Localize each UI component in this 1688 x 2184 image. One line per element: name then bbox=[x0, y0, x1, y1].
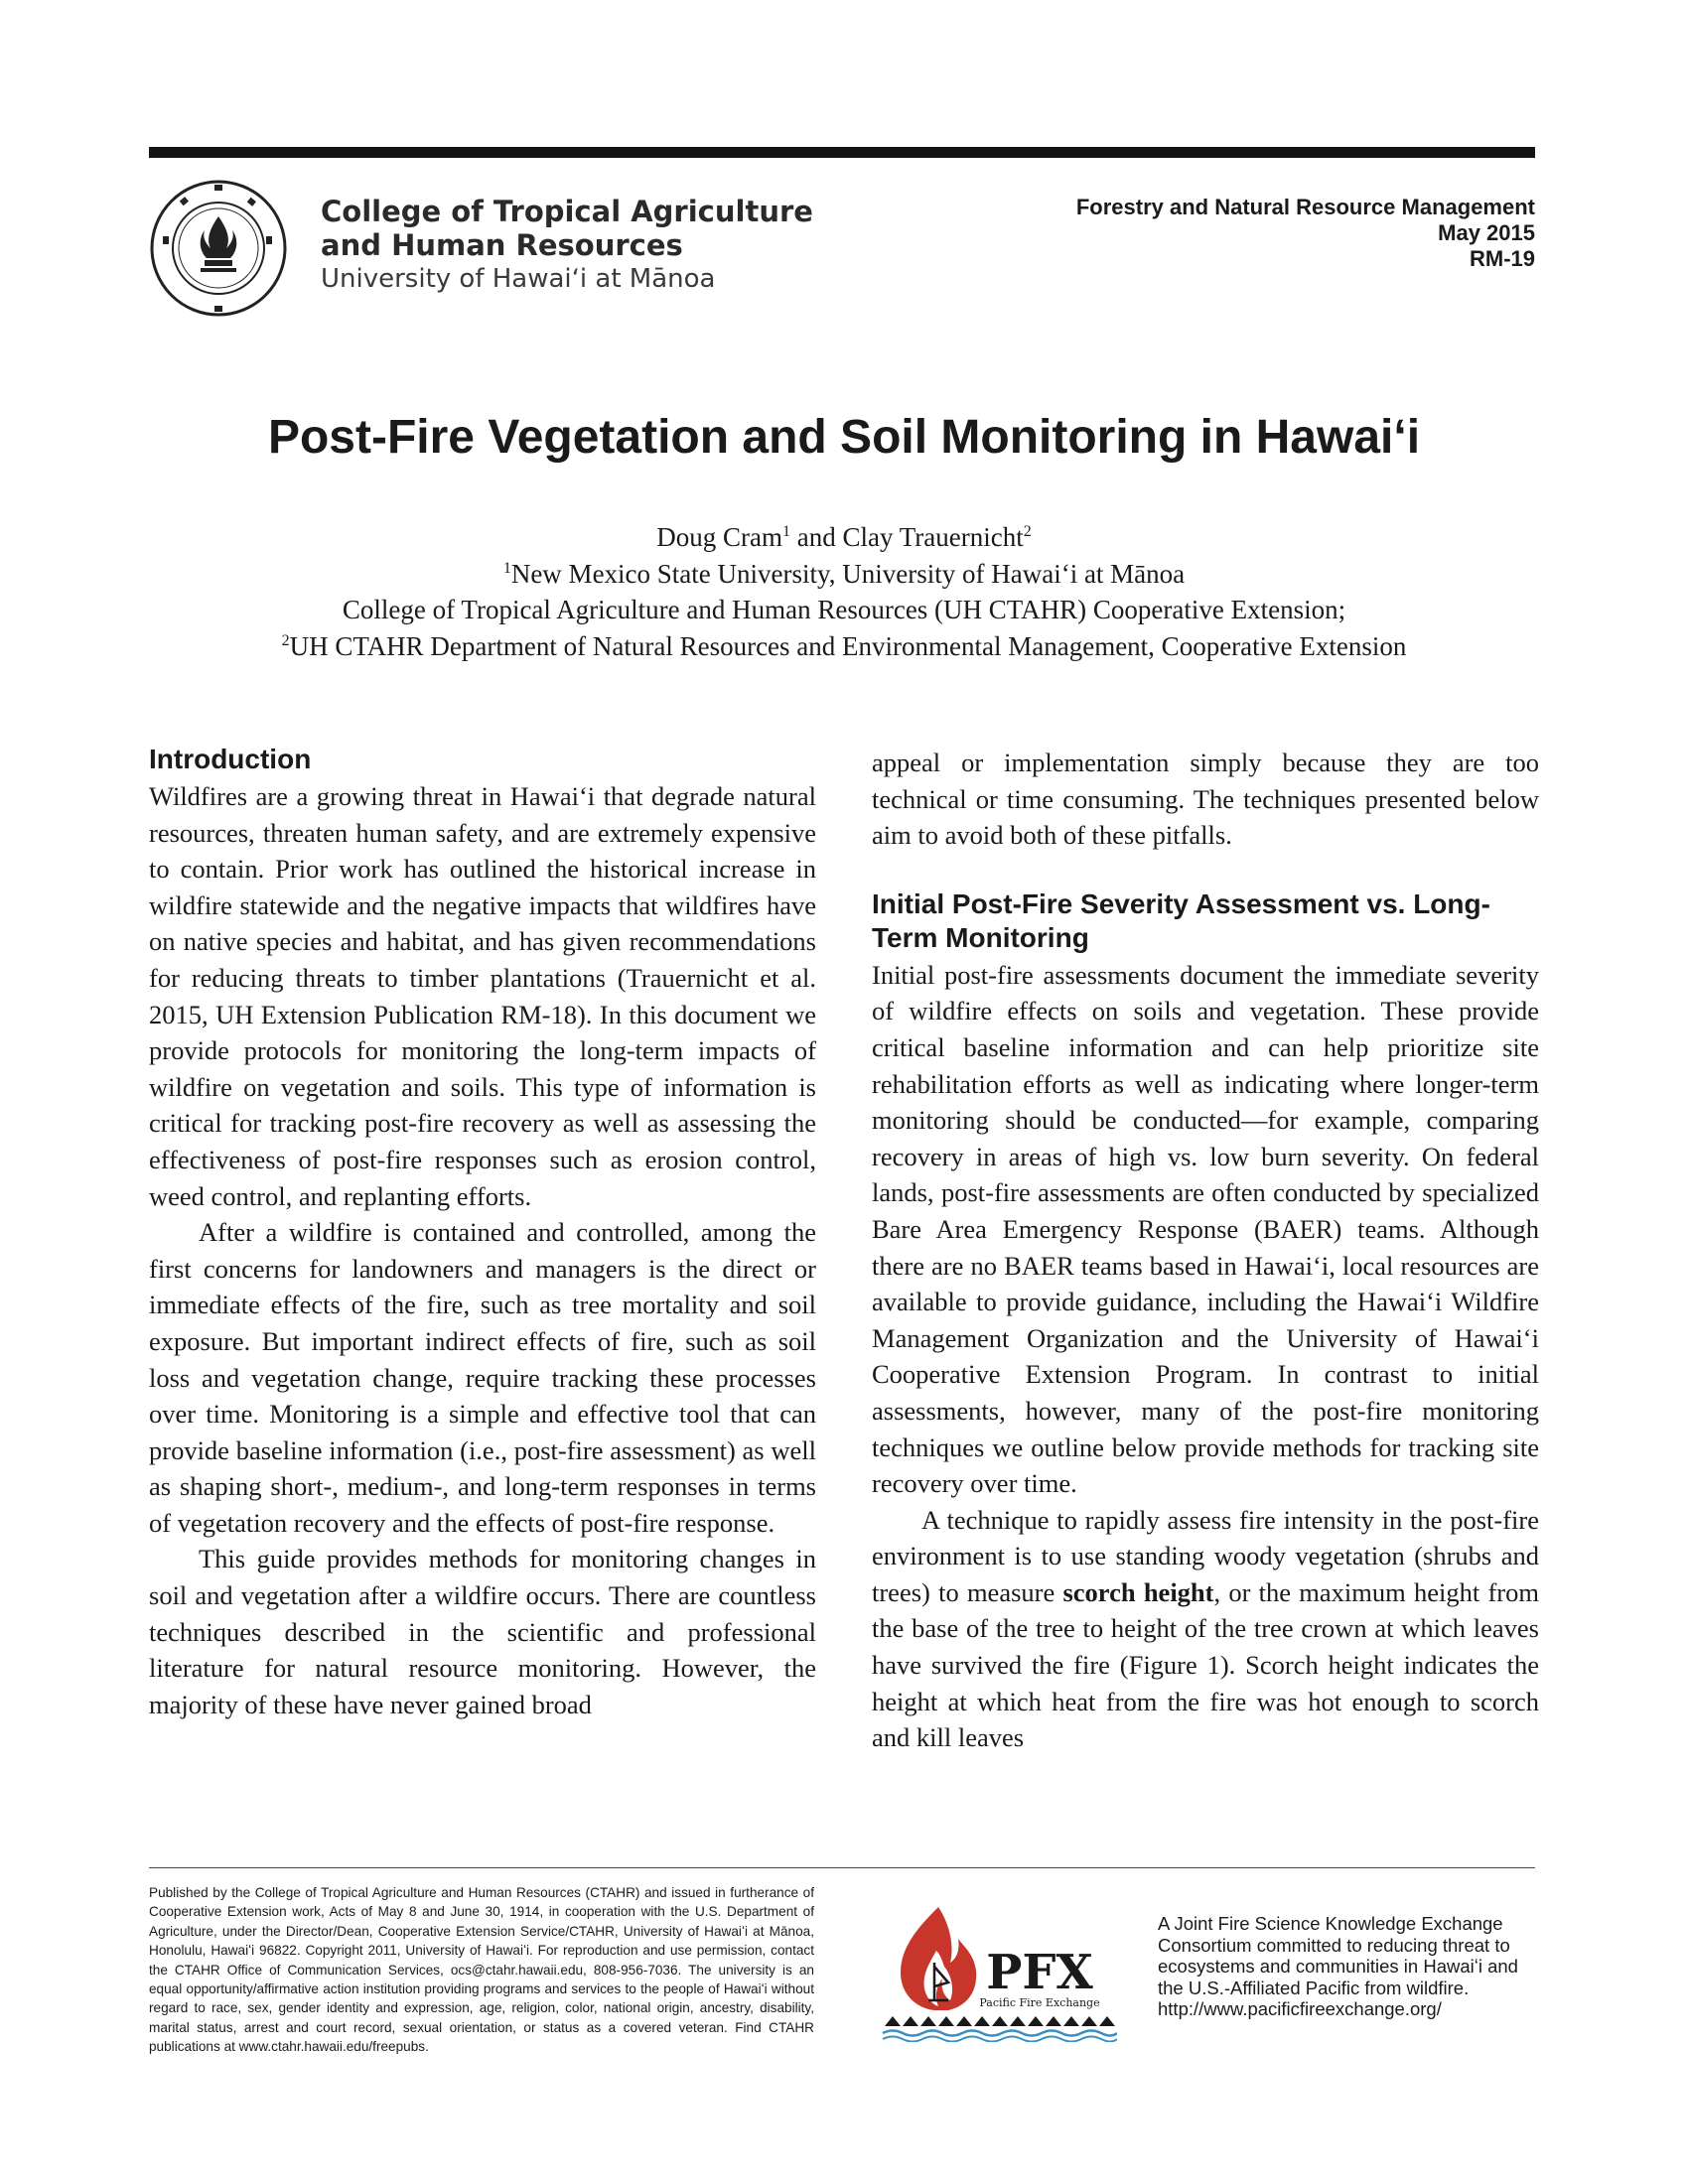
intro-paragraph-3: This guide provides methods for monitoring changes in soil and vegetation after a wildfire occurs. There are countless techniques described in the scientific and professional literature for natural resource monitoring. However, the majority of these have never gained broad bbox=[149, 1544, 816, 1719]
pfx-mark-text: PFX bbox=[986, 1945, 1093, 2000]
publication-series-block bbox=[1076, 195, 1535, 272]
scorch-text-before: A technique to rapidly assess fire intensity in the post-fire environment is to use standing woody vegetation (shrubs and trees) to measure bbox=[872, 1504, 1539, 1607]
pfx-logo bbox=[879, 1903, 1117, 2042]
pfx-description bbox=[1158, 1913, 1535, 2020]
continued-paragraph: appeal or implementation simply because they are too technical or time consuming. The techniques presented below aim to avoid both of these pitfalls. bbox=[872, 748, 1539, 851]
author-2: Clay Trauernicht bbox=[842, 522, 1024, 552]
intro-paragraph-2: After a wildfire is contained and controlled, among the first concerns for landowners and managers is the direct or immediate effects of the fire, such as tree mortality and soil exposure. But important indirect effects of fire, such as soil loss and vegetation change, require tracking these processes over time. Monitoring is a simple and effective tool that can provide baseline information (i.e., post-fire assessment) as well as shaping short-, medium-, and long-term responses in terms of vegetation recovery and the effects of post-fire response. bbox=[149, 1217, 816, 1538]
author-1: Doug Cram bbox=[656, 522, 782, 552]
author-block bbox=[0, 519, 1688, 664]
author-and: and bbox=[790, 522, 843, 552]
pfx-subtitle-text: Pacific Fire Exchange bbox=[979, 1996, 1100, 2009]
affiliation-1-text: New Mexico State University, University of Hawaiʻi at Mānoa bbox=[510, 558, 1186, 589]
author-1-sup: 1 bbox=[782, 523, 790, 540]
affiliation-1-cont: College of Tropical Agriculture and Human Resources (UH CTAHR) Cooperative Extension; bbox=[342, 595, 1346, 624]
footer-rule bbox=[149, 1867, 1535, 1868]
publisher-note: Published by the College of Tropical Agriculture and Human Resources (CTAHR) and issued in furtherance of Cooperative Extension work, Acts of May 8 and June 30, 1914, in cooperation with the U.S. Department of Agriculture, under the Director/Dean, Cooperative Extension Service/CTAHR, University of Hawaiʻi at Mānoa, Honolulu, Hawaiʻi 96822. Copyright 2011, University of Hawaiʻi. For reproduction and use permission, contact the CTAHR Office of Communication Services, ocs@ctahr.hawaii.edu, 808-956-7036. The university is an equal opportunity/affirmative action institution providing programs and services to the people of Hawaiʻi without regard to race, sex, gender identity and expression, age, religion, color, national origin, ancestry, disability, marital status, arrest and court record, sexual orientation, or status as a covered veteran. Find CTAHR publications at www.ctahr.hawaii.edu/freepubs. bbox=[149, 1885, 814, 2055]
scorch-text-after: , or the maximum height from the base of the tree to height of the tree crown at which leaves have survived the fire (Figure 1). Scorch height indicates the height at which heat from the fire was hot enough to scorch and kill leaves bbox=[872, 1576, 1539, 1753]
left-column bbox=[149, 743, 816, 1722]
affiliation-1 bbox=[0, 556, 1688, 593]
severity-assessment-heading: Initial Post-Fire Severity Assessment vs. Long-Term Monitoring bbox=[872, 887, 1490, 953]
publisher-footnote bbox=[149, 1883, 814, 2057]
pfx-description-text: A Joint Fire Science Knowledge Exchange Consortium committed to reducing threat to ecosystems and communities in Hawaiʻi and the U.S.-Affiliated Pacific from wildfire. http://www.pacificfireexchange.org/ bbox=[1158, 1913, 1518, 2019]
college-name-block bbox=[321, 195, 813, 296]
document-title: Post-Fire Vegetation and Soil Monitoring in Hawaiʻi bbox=[267, 411, 1421, 464]
author-2-sup: 2 bbox=[1023, 523, 1032, 540]
affiliation-1-sup: 1 bbox=[502, 559, 511, 577]
publication-date: May 2015 bbox=[1438, 220, 1535, 245]
author-line bbox=[0, 519, 1688, 556]
severity-paragraph-1: Initial post-fire assessments document the immediate severity of wildfire effects on soils and vegetation. These provide critical baseline information and can help prioritize site rehabilitation efforts as well as indicating where longer-term monitoring should be conducted—for example, comparing recovery in areas of high vs. low burn severity. On federal lands, post-fire assessments are often conducted by specialized Bare Area Emergency Response (BAER) teams. Although there are no BAER teams based in Hawaiʻi, local resources are available to provide guidance, including the Hawaiʻi Wildfire Management Organization and the University of Hawaiʻi Cooperative Extension Program. In contrast to initial assessments, however, many of the post-fire monitoring techniques we outline below provide methods for tracking site recovery over time. bbox=[872, 959, 1539, 1499]
introduction-heading: Introduction bbox=[149, 744, 312, 774]
scorch-height-term: scorch height bbox=[1062, 1576, 1214, 1607]
intro-paragraph-1: Wildfires are a growing threat in Hawaiʻi that degrade natural resources, threaten human safety, and are extremely expensive to contain. Prior work has outlined the historical increase in wildfire statewide and the negative impacts that wildfires have on native species and habitat, and has given recommendations for reducing threats to timber plantations (Trauernicht et al. 2015, UH Extension Publication RM-18). In this document we provide protocols for monitoring the long-term impacts of wildfire on vegetation and soils. This type of information is critical for tracking post-fire recovery as well as assessing the effectiveness of post-fire responses such as erosion control, weed control, and replanting efforts. bbox=[149, 781, 816, 1211]
college-name-line1: College of Tropical Agriculture bbox=[321, 195, 813, 228]
college-name-line2: and Human Resources bbox=[321, 228, 683, 262]
publication-code: RM-19 bbox=[1469, 246, 1535, 271]
header-rule bbox=[149, 147, 1535, 158]
affiliation-2-text: UH CTAHR Department of Natural Resources and Environmental Management, Cooperative Extension bbox=[289, 630, 1407, 661]
affiliation-2 bbox=[0, 628, 1688, 665]
affiliation-2-sup: 2 bbox=[281, 631, 290, 649]
series-name: Forestry and Natural Resource Management bbox=[1075, 195, 1535, 219]
university-name: University of Hawaiʻi at Mānoa bbox=[321, 264, 716, 294]
severity-paragraph-2 bbox=[872, 1502, 1539, 1756]
university-seal-logo bbox=[149, 179, 288, 318]
right-column bbox=[872, 745, 1539, 1756]
